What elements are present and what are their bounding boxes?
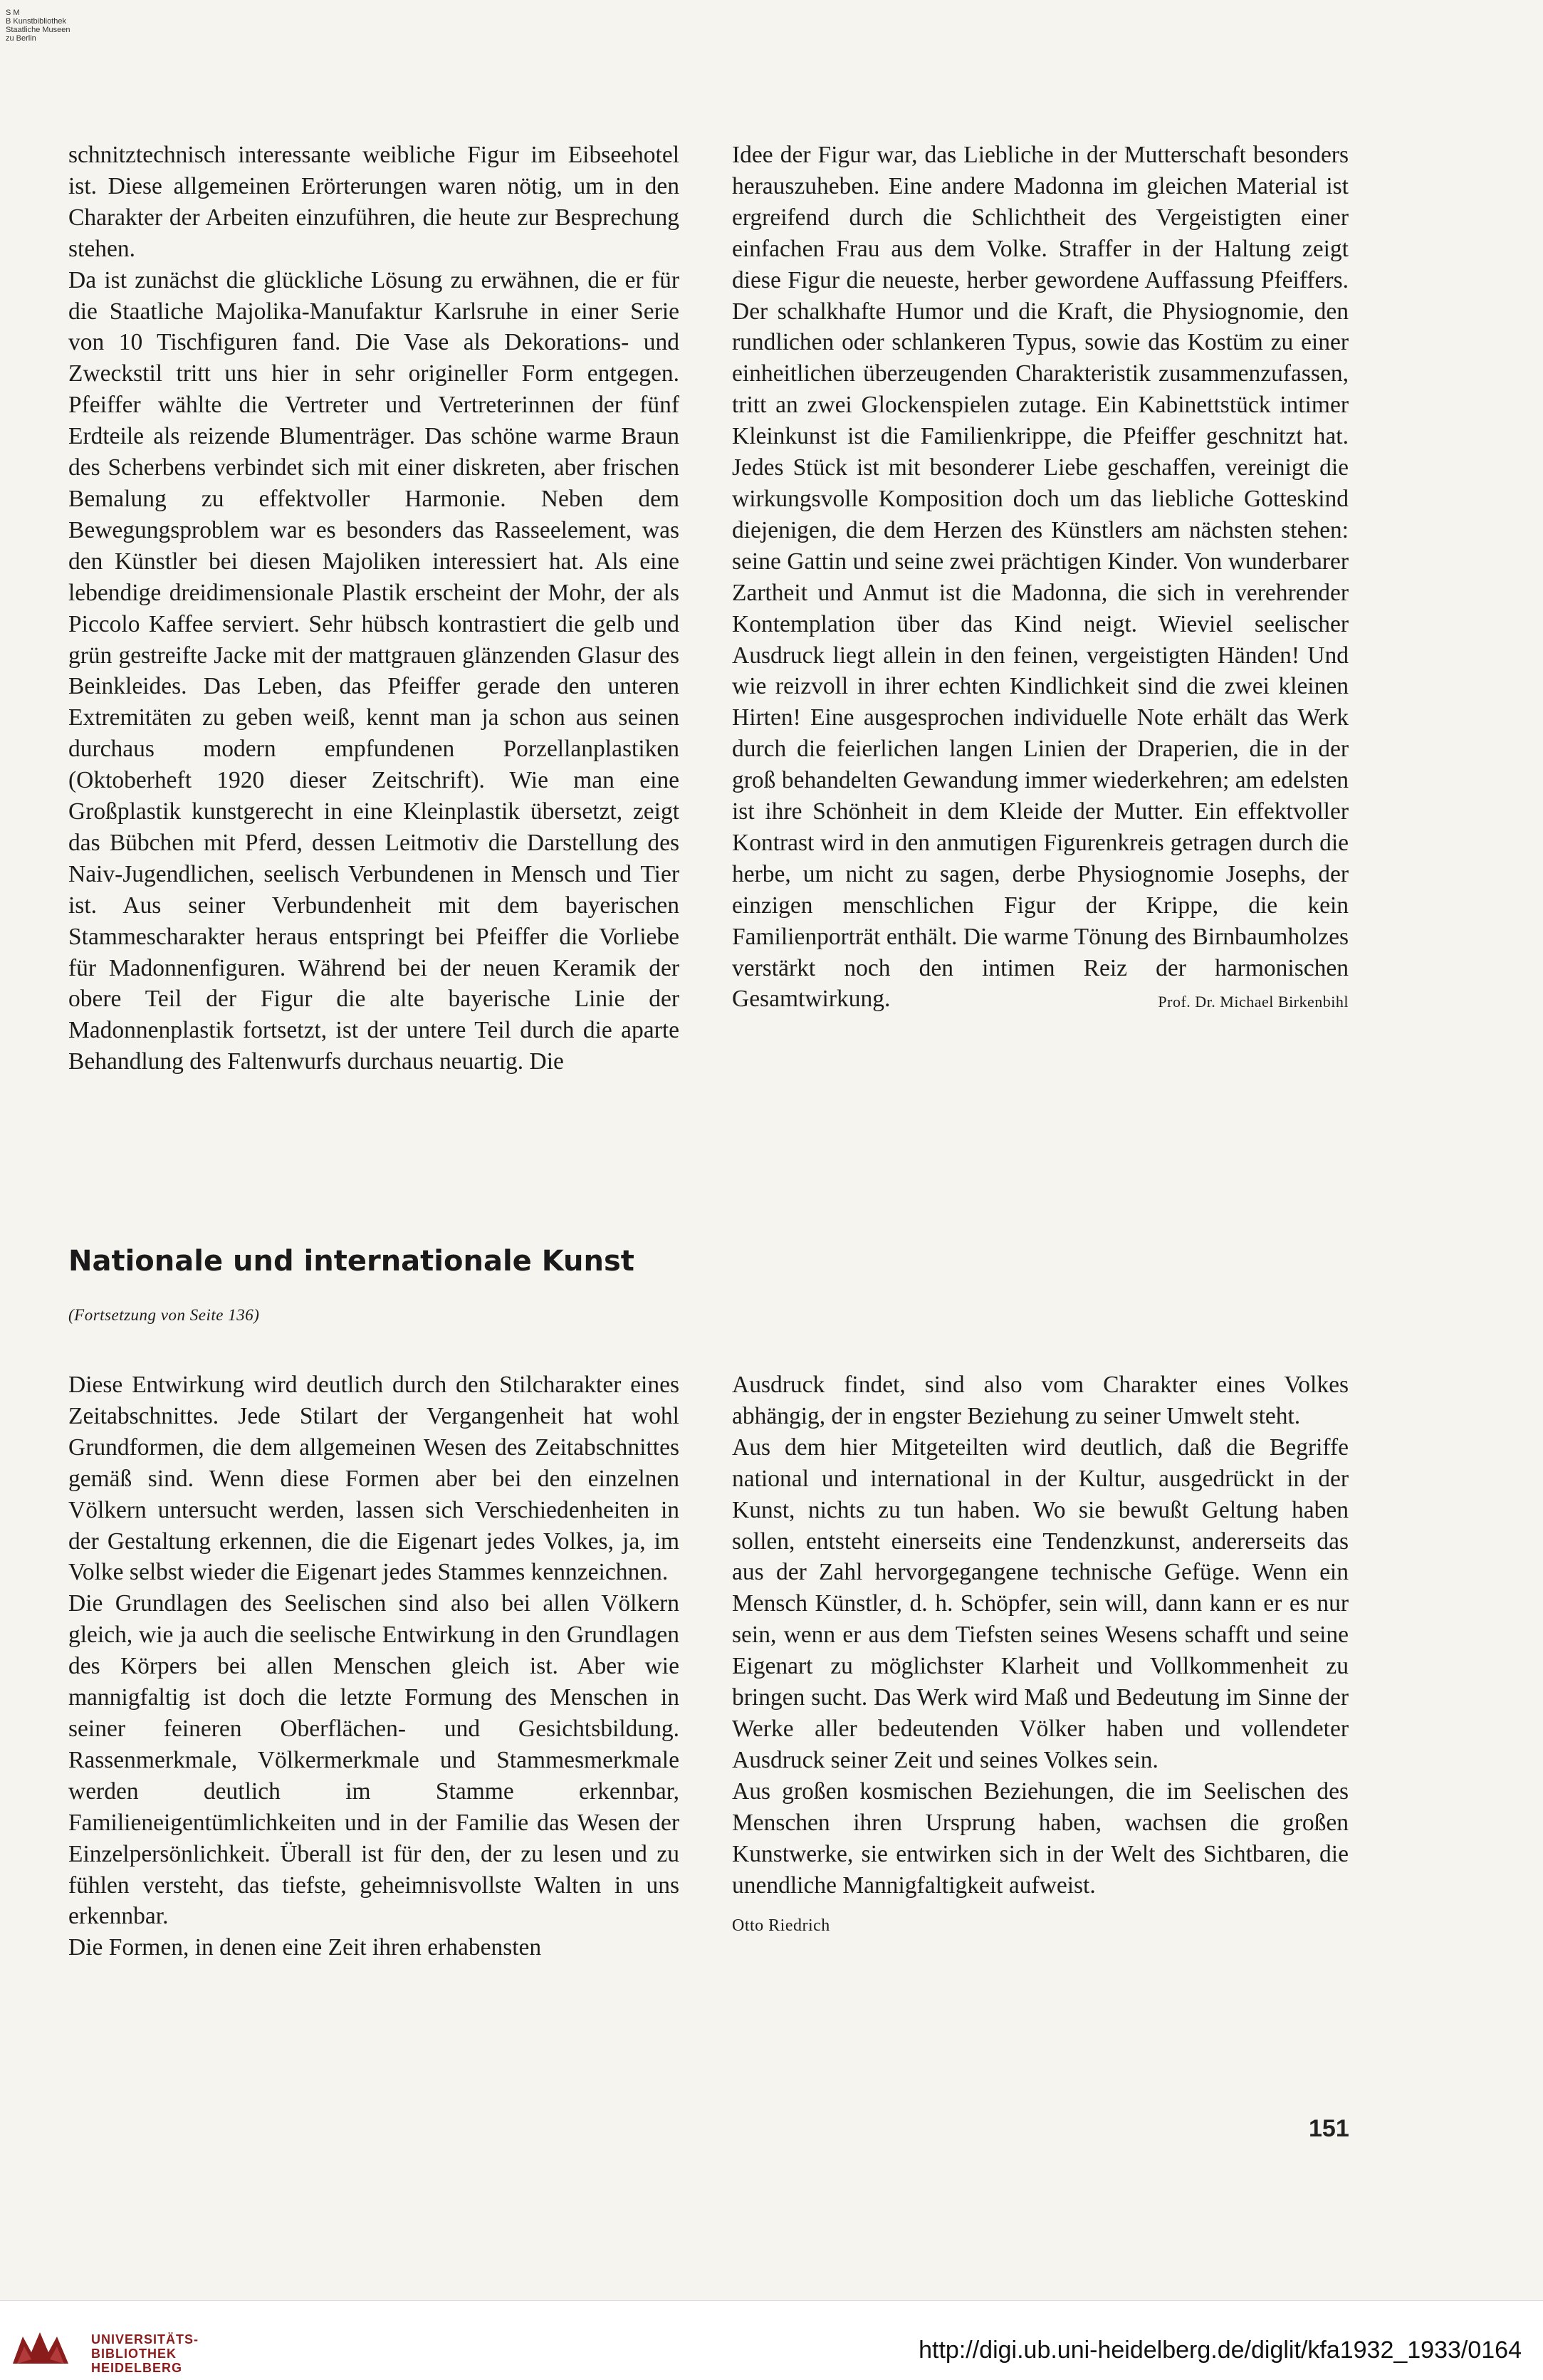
- author-signature: Otto Riedrich: [732, 1916, 830, 1936]
- article1-right-column: [732, 140, 1349, 1018]
- stamp-line: B Kunstbibliothek: [6, 17, 66, 26]
- paragraph: Diese Entwirkung wird deutlich durch den Stilcharakter eines Zeitabschnittes. Jede Stilart der Vergangenheit hat wohl Grundformen, die dem allgemeinen Wesen des Zeitabschnittes gemäß sind. Wenn diese Formen aber bei den einzelnen Völkern untersucht werden, lassen sich Verschiedenheiten in der Gestaltung erkennen, die die Eigenart jedes Volkes, ja, im Volke selbst wieder die Eigenart jedes Stammes kennzeichnen.: [68, 1372, 679, 1586]
- stamp-line: Staatliche Museen: [6, 26, 70, 34]
- paragraph-text: Idee der Figur war, das Liebliche in der Mutterschaft besonders herauszuheben. Eine andere Madonna im gleichen Material ist ergreifend durch die Schlichtheit des Vergeistigten einer einfachen Frau aus dem Volke. Straffer in der Haltung zeigt diese Figur die neueste, herber gewordene Auffassung Pfeiffers. Der schalkhafte Humor und die Kraft, die Physiognomie, den rundlichen oder schlankeren Typus, sowie das Kostüm zu einer einheitlichen überzeugenden Charakteristik zusammenzufassen, tritt an zwei Glockenspielen zutage. Ein Kabinettstück intimer Kleinkunst ist die Familienkrippe, die Pfeiffer geschnitzt hat. Jedes Stück ist mit besonderer Liebe geschaffen, vereinigt die wirkungsvolle Komposition doch um das liebliche Gotteskind diejenigen, die dem Herzen des Künstlers am nächsten stehen: seine Gattin und seine zwei prächtigen Kinder. Von wunderbarer Zartheit und Anmut ist die Madonna, die sich in verehrender Kontemplation über das Kind neigt. Wieviel seelischer Ausdruck liegt allein in den feinen, vergeistigten Händen! Und wie reizvoll in ihrer echten Kindlichkeit sind die zwei kleinen Hirten! Eine ausgesprochen individuelle Note erhält das Werk durch die feierlichen langen Linien der Draperien, die in der groß behandelten Gewandung immer wiederkehren; am edelsten ist ihre Schönheit in dem Kleide der Mutter. Ein effektvoller Kontrast wird in den anmutigen Figurenkreis getragen durch die herbe, um nicht zu sagen, derbe Physiognomie Josephs, der einzigen menschlichen Figur der Krippe, die kein Familienporträt enthält. Die warme Tönung des Birnbaumholzes verstärkt noch den intimen Reiz der harmonischen Gesamtwirkung.: [732, 142, 1349, 1013]
- source-url-link[interactable]: http://digi.ub.uni-heidelberg.de/diglit/kfa1932_1933/0164: [919, 2337, 1522, 2364]
- library-name-line: HEIDELBERG: [91, 2361, 183, 2375]
- university-seal-icon: [10, 2327, 71, 2369]
- author-signature: Prof. Dr. Michael Birkenbihl: [1158, 993, 1349, 1011]
- article2-right-column: [732, 1369, 1349, 1942]
- paragraph: Ausdruck findet, sind also vom Charakter eines Volkes abhängig, der in engster Beziehung zu seiner Umwelt steht.: [732, 1372, 1349, 1429]
- library-name-line: UNIVERSITÄTS-: [91, 2332, 199, 2347]
- digitization-footer: [0, 2300, 1543, 2380]
- continuation-note: (Fortsetzung von Seite 136): [68, 1306, 260, 1324]
- library-stamp: [6, 9, 70, 43]
- stamp-line: S M: [6, 9, 20, 17]
- page-number: 151: [1309, 2115, 1349, 2142]
- library-name: [91, 2332, 199, 2375]
- paragraph: Aus dem hier Mitgeteilten wird deutlich, daß die Begriffe national und international in der Kultur, ausgedrückt in der Kunst, nichts zu tun haben. Wo sie bewußt Geltung haben sollen, entsteht einerseits eine Tendenzkunst, andererseits das aus der Zahl hervorgegangene technische Gefüge. Wenn ein Mensch Künstler, d. h. Schöpfer, sein will, dann kann er es nur sein, wenn er aus dem Tiefsten seines Wesens schafft und seine Eigenart zu möglichster Klarheit und Vollkommenheit zu bringen sucht. Das Werk wird Maß und Bedeutung im Sinne der Werke aller bedeutenden Völker haben und vollendeter Ausdruck seiner Zeit und seines Volkes sein.: [732, 1434, 1349, 1773]
- paragraph: Die Formen, in denen eine Zeit ihren erhabensten: [68, 1934, 542, 1961]
- article2-left-column: [68, 1369, 679, 1963]
- paragraph: Da ist zunächst die glückliche Lösung zu erwähnen, die er für die Staatliche Majolika-Manufaktur Karlsruhe in einer Serie von 10 Tischfiguren fand. Die Vase als Dekorations- und Zweckstil tritt uns hier in sehr origineller Form entgegen. Pfeiffer wählte die Vertreter und Vertreterinnen der fünf Erdteile als reizende Blumenträger. Das schöne warme Braun des Scherbens verbindet sich mit einer diskreten, aber frischen Bemalung zu effektvoller Harmonie. Neben dem Bewegungsproblem war es besonders das Rasseelement, was den Künstler bei diesen Majoliken interessiert hat. Als eine lebendige dreidimensionale Plastik erscheint der Mohr, der als Piccolo Kaffee serviert. Sehr hübsch kontrastiert die gelb und grün gestreifte Jacke mit der mattgrauen glänzenden Glasur des Beinkleides. Das Leben, das Pfeiffer gerade den unteren Extremitäten zu geben weiß, kennt man ja schon aus seinen durchaus modern empfundenen Porzellanplastiken (Oktoberheft 1920 dieser Zeitschrift). Wie man eine Großplastik kunstgerecht in eine Kleinplastik übersetzt, zeigt das Bübchen mit Pferd, dessen Leitmotiv die Darstellung des Naiv-Jugendlichen, seelisch Verbundenen in Mensch und Tier ist. Aus seiner Verbundenheit mit dem bayerischen Stammescharakter heraus entspringt bei Pfeiffer die Vorliebe für Madonnenfiguren. Während bei der neuen Keramik der obere Teil der Figur die alte bayerische Linie der Madonnenplastik fortsetzt, ist der untere Teil durch die aparte Behandlung des Faltenwurfs durchaus neuartig. Die: [68, 266, 679, 1075]
- article-heading: Nationale und internationale Kunst: [68, 1245, 634, 1278]
- paragraph: schnitztechnisch interessante weibliche Figur im Eibseehotel ist. Diese allgemeinen Erörterungen waren nötig, um in den Charakter der Arbeiten einzuführen, die heute zur Besprechung stehen.: [68, 142, 679, 262]
- paragraph: Aus großen kosmischen Beziehungen, die im Seelischen des Menschen ihren Ursprung haben, wachsen die großen Kunstwerke, sie entwirken sich in der Welt des Sichtbaren, die unendliche Mannigfaltigkeit aufweist.: [732, 1778, 1349, 1899]
- paragraph: [732, 140, 1349, 1015]
- library-name-line: BIBLIOTHEK: [91, 2347, 177, 2361]
- stamp-line: zu Berlin: [6, 34, 36, 43]
- paragraph: Die Grundlagen des Seelischen sind also bei allen Völkern gleich, wie ja auch die seelische Entwirkung in den Grundlagen des Körpers bei allen Menschen gleich ist. Aber wie mannigfaltig ist doch die letzte Formung des Menschen in seiner feineren Oberflächen- und Gesichtsbildung. Rassenmerkmale, Völkermerkmale und Stammesmerkmale werden deutlich im Stamme erkennbar, Familieneigentümlichkeiten und in der Familie das Wesen der Einzelpersönlichkeit. Überall ist für den, der zu lesen und zu fühlen versteht, das tiefste, geheimnisvollste Walten in uns erkennbar.: [68, 1590, 679, 1930]
- article1-left-column: [68, 140, 679, 1077]
